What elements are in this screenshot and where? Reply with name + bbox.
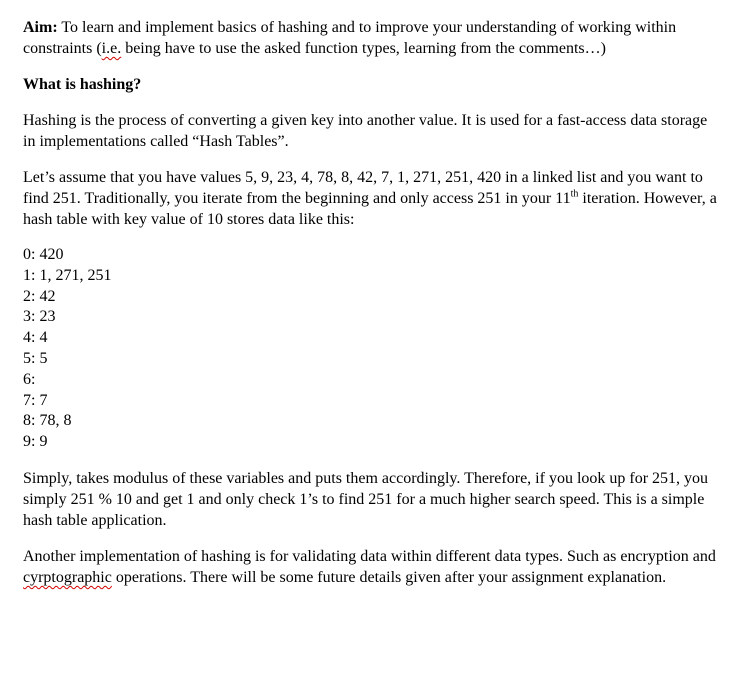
bucket-line: 1: 1, 271, 251 <box>23 266 112 284</box>
example-superscript: th <box>570 188 579 200</box>
aim-ie-spellcheck: i.e. <box>101 40 122 57</box>
example-text-1: Let’s assume that you have values 5, 9, 23, 4, 78, 8, 42, 7, 1, 271, 251, 420 in a linked list and you want to find 251. Traditionally, you iterate from the beginning and only access 251 in your 11 <box>23 169 703 207</box>
other-text-2: operations. There will be some future details given after your assignment explanation. <box>111 568 667 586</box>
bucket-line: 4: 4 <box>23 329 48 347</box>
misspelled-word-spellcheck: cyrptographic <box>23 568 112 586</box>
intro-paragraph: Hashing is the process of converting a given key into another value. It is used for a fast-access data storage in implementations called “Hash Tables”. <box>23 112 708 150</box>
document-page <box>23 17 723 603</box>
bucket-line: 5: 5 <box>23 349 48 367</box>
explanation-paragraph: Simply, takes modulus of these variables and puts them accordingly. Therefore, if you look up for 251, you simply 251 % 10 and get 1 and only check 1’s to find 251 for a much higher search speed. This is a simple hash table application. <box>23 469 709 529</box>
bucket-line: 3: 23 <box>23 308 56 326</box>
aim-paragraph <box>23 17 723 59</box>
bucket-line: 0: 420 <box>23 246 64 263</box>
aim-label: Aim: <box>23 19 58 36</box>
example-text-2: iteration. However, a hash table with key value of 10 stores data like this: <box>23 190 717 228</box>
bucket-line: 7: 7 <box>23 391 48 409</box>
bucket-line: 8: 78, 8 <box>23 412 72 430</box>
bucket-line: 2: 42 <box>23 287 56 305</box>
aim-text-1: To learn and implement basics of hashing and to improve your understanding of working within constraints ( <box>23 19 677 57</box>
other-text-1: Another implementation of hashing is for validating data within different data types. Such as encryption and <box>23 547 716 565</box>
bucket-line: 6: <box>23 370 36 388</box>
bucket-line: 9: 9 <box>23 433 48 451</box>
example-paragraph <box>23 167 723 230</box>
hash-bucket-list <box>23 245 723 453</box>
aim-text-2: being have to use the asked function types, learning from the comments…) <box>121 40 606 57</box>
section-heading: What is hashing? <box>23 76 142 93</box>
other-paragraph <box>23 546 723 588</box>
